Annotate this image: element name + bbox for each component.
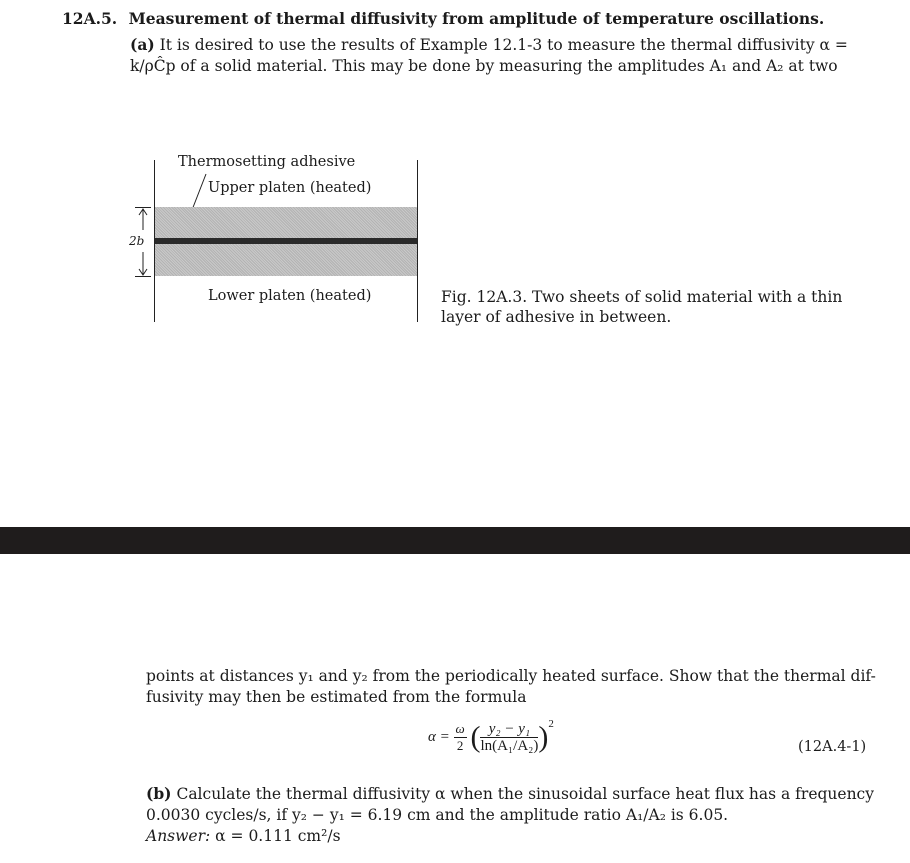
eq-omega: ω — [455, 721, 465, 737]
continuation-line1: points at distances y₁ and y₂ from the periodically heated surface. Show that the thermal dif- — [146, 667, 876, 685]
eq-numerator: y₂ − y₁ — [480, 721, 538, 738]
label-lower-platen: Lower platen (heated) — [208, 288, 372, 304]
answer-label: Answer: — [146, 827, 211, 845]
right-wall — [417, 160, 418, 322]
part-a-label: (a) — [130, 35, 155, 54]
eq-denominator: ln(A₁/A₂) — [480, 738, 539, 755]
part-b-label: (b) — [146, 784, 172, 803]
figure-caption — [441, 287, 842, 327]
leader-line — [190, 172, 210, 212]
lower-sheet — [155, 244, 417, 276]
equation-number: (12A.4-1) — [798, 739, 867, 755]
dim-tick-bottom — [135, 276, 151, 277]
continuation-line2: fusivity may then be estimated from the formula — [146, 688, 527, 706]
dim-label-2b: 2b — [129, 234, 145, 248]
answer-value: α = 0.111 cm²/s — [215, 827, 341, 845]
eq-two: 2 — [456, 738, 464, 754]
equation-12a4-1 — [428, 718, 554, 754]
problem-heading — [62, 9, 824, 29]
part-a-text1: It is desired to use the results of Example 12.1-3 to measure the thermal diffusivity α = — [159, 36, 848, 54]
page-divider — [0, 527, 910, 554]
eq-exponent: 2 — [548, 718, 554, 730]
part-b-line1 — [146, 784, 874, 804]
eq-lhs: α = — [428, 729, 450, 745]
part-a-line1 — [130, 35, 848, 55]
eq-right-paren: ) — [538, 720, 549, 754]
part-b-text1: Calculate the thermal diffusivity α when the sinusoidal surface heat flux has a frequency — [176, 785, 874, 803]
part-b-line2: 0.0030 cycles/s, if y₂ − y₁ = 6.19 cm and the amplitude ratio A₁/A₂ is 6.05. — [146, 806, 729, 824]
problem-number: 12A.5. — [62, 9, 118, 28]
part-a-line2: k/ρĈp of a solid material. This may be done by measuring the amplitudes A₁ and A₂ at two — [130, 57, 838, 75]
eq-left-paren: ( — [470, 720, 481, 754]
eq-omega-over-2 — [454, 721, 467, 754]
eq-main-fraction — [480, 721, 538, 754]
caption-line2: layer of adhesive in between. — [441, 308, 672, 326]
problem-title: Measurement of thermal diffusivity from amplitude of temperature oscillations. — [128, 9, 825, 28]
label-adhesive: Thermosetting adhesive — [178, 154, 356, 170]
answer-line — [146, 826, 341, 846]
label-upper-platen: Upper platen (heated) — [208, 180, 372, 196]
caption-line1: Fig. 12A.3. Two sheets of solid material with a thin — [441, 288, 843, 306]
upper-sheet — [155, 207, 417, 238]
